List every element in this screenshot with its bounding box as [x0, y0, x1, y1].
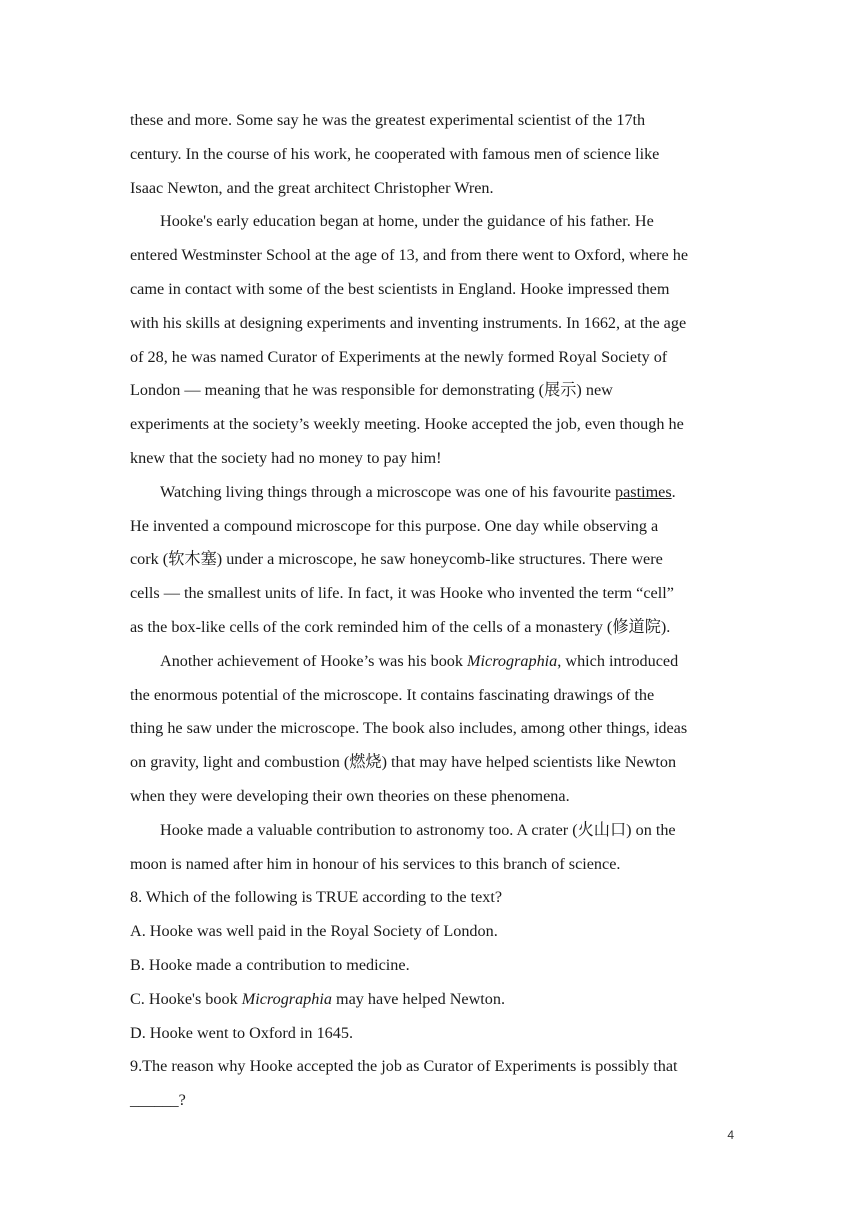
text-line — [130, 645, 730, 679]
text-line: moon is named after him in honour of his services to this branch of science. — [130, 854, 621, 873]
text-line: Isaac Newton, and the great architect Christopher Wren. — [130, 178, 494, 197]
text-line: knew that the society had no money to pay him! — [130, 448, 442, 467]
underlined-word: pastimes — [615, 482, 672, 501]
text-line: came in contact with some of the best scientists in England. Hooke impressed them — [130, 279, 670, 298]
option-d: D. Hooke went to Oxford in 1645. — [130, 1023, 353, 1042]
text-line: cork (软木塞) under a microscope, he saw honeycomb-like structures. There were — [130, 550, 663, 569]
text-run: C. Hooke's book — [130, 989, 242, 1008]
text-line: entered Westminster School at the age of 13, and from there went to Oxford, where he — [130, 246, 689, 265]
paragraph-4 — [130, 645, 730, 814]
text-run: , which introduced — [557, 651, 679, 670]
question-stem: 9.The reason why Hooke accepted the job as Curator of Experiments is possibly that — [130, 1057, 678, 1076]
text-line: as the box-like cells of the cork reminded him of the cells of a monastery (修道院). — [130, 617, 671, 636]
paragraph-1 — [130, 104, 730, 205]
text-line: of 28, he was named Curator of Experiments at the newly formed Royal Society of — [130, 347, 668, 366]
question-stem: 8. Which of the following is TRUE according to the text? — [130, 888, 503, 907]
text-run: may have helped Newton. — [331, 989, 506, 1008]
text-line: experiments at the society’s weekly meeting. Hooke accepted the job, even though he — [130, 415, 684, 434]
option-c — [130, 983, 730, 1017]
text-line: the enormous potential of the microscope. It contains fascinating drawings of the — [130, 685, 655, 704]
text-line — [130, 476, 730, 510]
text-line: Hooke's early education began at home, under the guidance of his father. He — [160, 212, 654, 231]
text-line: thing he saw under the microscope. The book also includes, among other things, ideas — [130, 719, 688, 738]
question-9 — [130, 1050, 730, 1118]
text-line: when they were developing their own theories on these phenomena. — [130, 786, 570, 805]
text-run: Another achievement of Hooke’s was his book — [160, 651, 468, 670]
text-line: century. In the course of his work, he cooperated with famous men of science like — [130, 144, 660, 163]
page-number: 4 — [727, 1128, 734, 1142]
text-line: cells — the smallest units of life. In fact, it was Hooke who invented the term “cell” — [130, 584, 674, 603]
paragraph-2 — [130, 205, 730, 475]
text-run: Watching living things through a microscope was one of his favourite — [160, 482, 615, 501]
text-line: on gravity, light and combustion (燃烧) that may have helped scientists like Newton — [130, 753, 677, 772]
option-a: A. Hooke was well paid in the Royal Society of London. — [130, 922, 498, 941]
book-title: Micrographia — [467, 651, 558, 670]
question-stem-blank: ______? — [130, 1091, 186, 1110]
document-body — [130, 104, 730, 1118]
text-run: . — [671, 482, 676, 501]
text-line: these and more. Some say he was the greatest experimental scientist of the 17th — [130, 111, 646, 129]
question-8 — [130, 881, 730, 1050]
text-line: He invented a compound microscope for this purpose. One day while observing a — [130, 516, 659, 535]
paragraph-5 — [130, 814, 730, 882]
text-line: London — meaning that he was responsible for demonstrating (展示) new — [130, 381, 613, 400]
option-b: B. Hooke made a contribution to medicine. — [130, 955, 410, 974]
paragraph-3 — [130, 476, 730, 645]
text-line: with his skills at designing experiments and inventing instruments. In 1662, at the age — [130, 313, 687, 332]
book-title: Micrographia — [241, 989, 332, 1008]
text-line: Hooke made a valuable contribution to astronomy too. A crater (火山口) on the — [160, 820, 676, 839]
